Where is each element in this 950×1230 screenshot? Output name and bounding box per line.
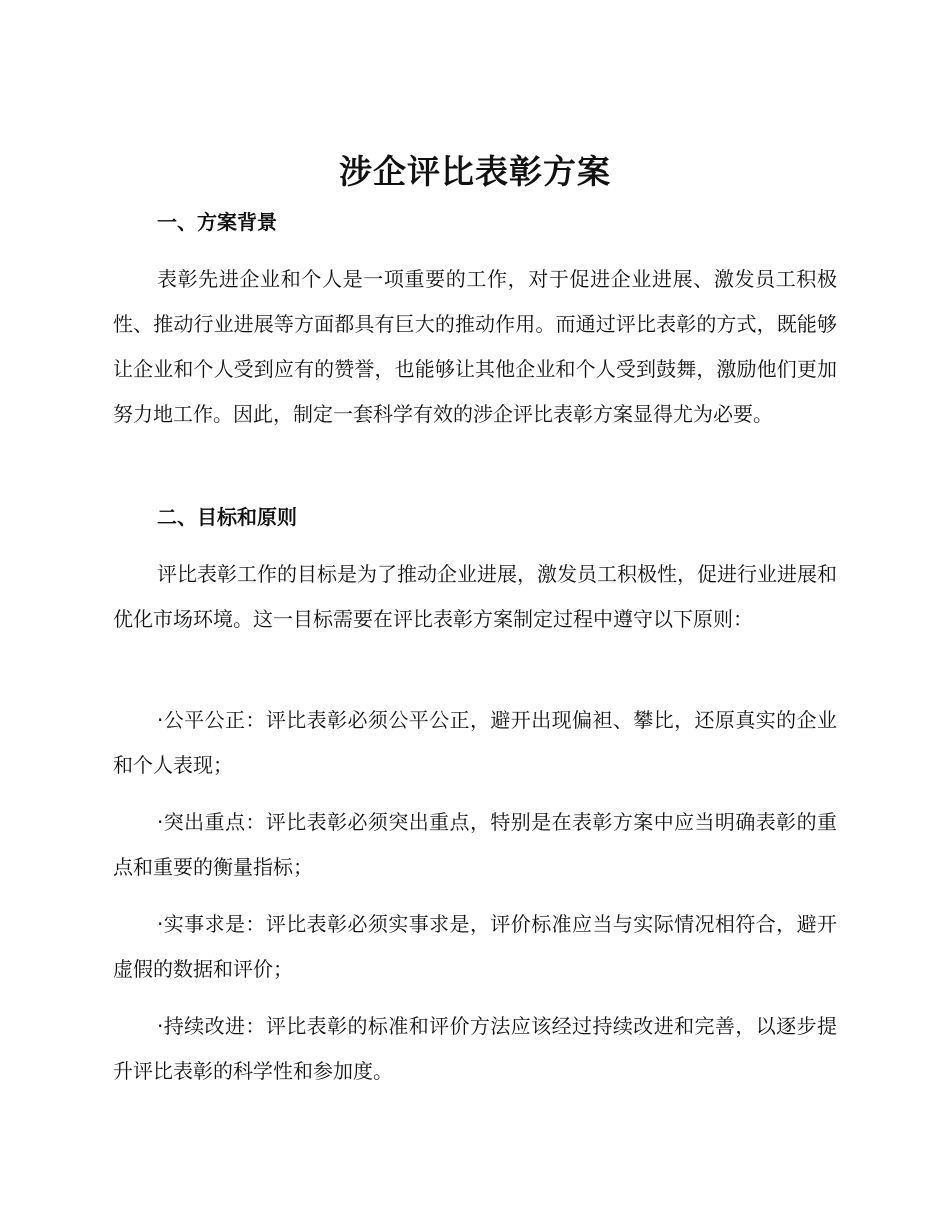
document-title: 涉企评比表彰方案 (339, 152, 611, 191)
principle-item-focus: ·突出重点：评比表彰必须突出重点，特别是在表彰方案中应当明确表彰的重点和重要的衡量指标； (113, 810, 837, 879)
principle-item-truthfulness: ·实事求是：评比表彰必须实事求是，评价标准应当与实际情况相符合，避开虚假的数据和评价； (113, 912, 837, 981)
principle-item-fairness: ·公平公正：评比表彰必须公平公正，避开出现偏袒、攀比，还原真实的企业和个人表现； (113, 708, 837, 777)
section-heading-goals: 二、目标和原则 (157, 505, 297, 529)
paragraph-background: 表彰先进企业和个人是一项重要的工作，对于促进企业进展、激发员工积极性、推动行业进展等方面都具有巨大的推动作用。而通过评比表彰的方式，既能够让企业和个人受到应有的赞誉，也能够让其他企业和个人受到鼓舞，激励他们更加努力地工作。因此，制定一套科学有效的涉企评比表彰方案显得尤为必要。 (113, 267, 837, 426)
paragraph-goals-intro: 评比表彰工作的目标是为了推动企业进展，激发员工积极性，促进行业进展和优化市场环境。这一目标需要在评比表彰方案制定过程中遵守以下原则： (113, 562, 837, 631)
principle-item-improvement: ·持续改进：评比表彰的标准和评价方法应该经过持续改进和完善，以逐步提升评比表彰的科学性和参加度。 (113, 1014, 837, 1083)
section-heading-background: 一、方案背景 (157, 210, 277, 234)
